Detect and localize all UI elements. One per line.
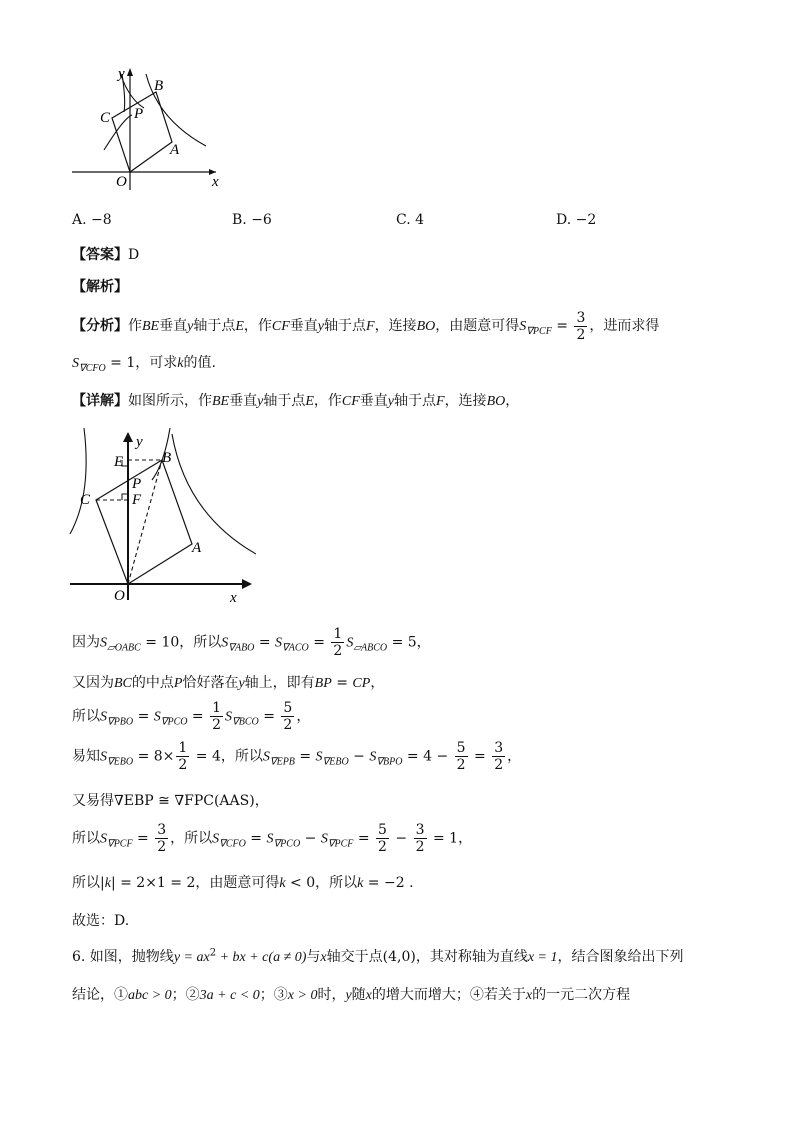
fenxi-f: F [366, 319, 375, 334]
xiangjie-cf: CF [341, 394, 360, 409]
l6-b: = [132, 830, 154, 847]
l3-s3-sub: ∇BCO [232, 716, 259, 728]
l4-c: = 4，所以 [191, 748, 263, 765]
l3-c: = [187, 708, 209, 725]
fenxi-t9: ，进而求得 [589, 318, 660, 334]
l6-s2: S [212, 831, 220, 847]
l6-n2: 5 [378, 822, 387, 838]
figure-2 [66, 424, 256, 606]
l4-e: − [348, 748, 370, 765]
q6-line2a: 结论， [72, 987, 114, 1003]
l6-frac-3 [414, 822, 427, 855]
q6-s2: ； [259, 987, 274, 1003]
l4-a: 易知 [72, 748, 100, 765]
xiangjie-t4: ，作 [313, 393, 342, 409]
l2-f: ， [370, 675, 385, 691]
fig1-label-x: x [212, 174, 219, 190]
fenxi-t6: 轴于点 [324, 318, 366, 334]
fig1-label-o: O [116, 174, 127, 190]
l1-c: = [254, 634, 276, 651]
q6-y: y [173, 950, 181, 965]
l4-s3: S [315, 749, 323, 765]
xiangjie-y2: y [387, 394, 394, 409]
l6-frac-1 [155, 822, 168, 855]
l3-d2: 2 [283, 717, 293, 733]
l2-a: 又因为 [72, 675, 114, 691]
fig2-label-e: E [114, 454, 124, 470]
l6-s2-sub: ∇CFO [219, 838, 246, 850]
l1-s1-sub: ▱OABC [107, 642, 141, 654]
l2-p: P [173, 676, 183, 691]
l7-d: = −2 . [363, 875, 414, 891]
fenxi-bo: BO [416, 319, 436, 334]
l4-g: = [469, 748, 491, 765]
fenxi-cf: CF [271, 319, 290, 334]
l2-cp: CP [352, 676, 371, 691]
l7-c: < 0，所以 [285, 875, 358, 891]
q6-c3x: x [365, 988, 372, 1003]
l7-k2: k [279, 876, 286, 891]
fenxi-t8: ，由题意可得 [435, 318, 520, 334]
fenxi-s1-sub: ∇PCF [526, 325, 552, 337]
l4-n1: 1 [178, 740, 188, 756]
l6-f: = [353, 830, 375, 847]
analysis-tag: 【解析】 [72, 279, 128, 295]
fenxi-t10: 的值. [183, 355, 216, 371]
l1-a: 因为 [72, 634, 100, 651]
l2-y: y [238, 676, 245, 691]
l3-e: ， [296, 708, 311, 725]
l6-n3: 3 [415, 822, 425, 838]
answer-line [72, 244, 139, 264]
l6-h: = 1， [428, 830, 473, 847]
fenxi-t1: 作 [128, 318, 142, 334]
q6-line-1 [72, 946, 684, 966]
l1-frac [331, 626, 344, 659]
l6-e: − [300, 830, 321, 847]
l2-bc: BC [114, 676, 132, 691]
l3-frac-2 [281, 700, 294, 733]
xiangjie-e: E [305, 394, 314, 409]
l1-s4: S [346, 635, 354, 651]
l1-s4-sub: ▱ABCO [353, 642, 388, 654]
q6-pt: (4,0) [382, 949, 416, 965]
fenxi-line-1 [72, 308, 659, 350]
l4-s2-sub: ∇EPB [269, 756, 295, 768]
fig2-label-f: F [132, 492, 142, 508]
fenxi-e: E [235, 319, 244, 334]
q6-num: 6. 如图，抛物线 [72, 949, 174, 965]
q6-eq2: + bx + c [216, 950, 269, 965]
q6-c4t: 若关于 [483, 987, 526, 1003]
l1-s2: S [221, 635, 229, 651]
l6-g: − [390, 830, 412, 847]
fenxi-t7: ，连接 [374, 318, 417, 334]
l4-frac-1 [176, 740, 189, 773]
l3-n1: 1 [212, 700, 222, 716]
l7-a: 所以| [72, 875, 105, 891]
l4-d: = [294, 748, 316, 765]
fenxi-t2: 垂直 [159, 318, 188, 334]
l4-s4-sub: ∇BPO [376, 756, 403, 768]
xiangjie-be: BE [212, 394, 230, 409]
l6-s3: S [266, 831, 274, 847]
q6-c4x: x [525, 988, 533, 1003]
q6-sup2: 2 [209, 947, 217, 959]
solution-line-6 [72, 822, 472, 855]
choice-c: C. 4 [396, 212, 425, 228]
xiangjie-bo: BO [486, 394, 506, 409]
l3-a: 所以 [72, 708, 100, 725]
l6-s1-sub: ∇PCF [107, 838, 133, 850]
fenxi-eq1: = [551, 318, 573, 334]
xiangjie-f: F [436, 394, 445, 409]
l4-h: ， [507, 748, 522, 765]
l7-k3: k [357, 876, 364, 891]
answer-value: D [128, 247, 140, 263]
fig1-label-a: A [170, 142, 180, 158]
l4-d3: 2 [494, 757, 504, 773]
q6-s1: ； [171, 987, 186, 1003]
fenxi-t3: 轴于点 [193, 318, 236, 334]
l5-b: ∇EBP ≅ ∇FPC(AAS)， [114, 793, 269, 809]
l6-s4: S [320, 831, 328, 847]
choice-a: A. −8 [72, 212, 112, 228]
q6-a3: 轴交于点 [326, 949, 383, 965]
l6-d1: 2 [157, 839, 167, 855]
xiangjie-t8: ， [505, 393, 520, 409]
l7-b: | = 2×1 = 2，由题意可得 [110, 875, 280, 891]
l4-d2: 2 [456, 757, 466, 773]
l3-frac-1 [210, 700, 223, 733]
q6-c1t: abc > 0 [128, 988, 172, 1003]
l1-e: = 5， [387, 634, 431, 651]
fig1-label-y: y [118, 66, 125, 82]
fenxi-s2: S [72, 356, 79, 371]
l3-s2-sub: ∇PCO [160, 716, 188, 728]
fig2-label-p: P [132, 476, 142, 492]
solution-line-5 [72, 790, 269, 810]
l4-n2: 5 [456, 740, 466, 756]
l6-frac-2 [376, 822, 389, 855]
fenxi-line-2 [72, 352, 216, 374]
fenxi-eq2: = 1，可求 [105, 355, 178, 371]
fenxi-frac-1 [574, 310, 587, 343]
figure-1 [66, 60, 236, 195]
fenxi-k: k [177, 356, 184, 371]
l1-b: = 10，所以 [140, 634, 222, 651]
q6-c3b: 时， [317, 987, 346, 1003]
l4-d1: 2 [178, 757, 188, 773]
fenxi-tag: 【分析】 [72, 318, 128, 334]
fig1-label-c: C [100, 110, 111, 126]
q6-a2: 与 [306, 949, 321, 965]
l3-d1: 2 [212, 717, 222, 733]
l6-c: ，所以 [170, 830, 213, 847]
xiangjie-line [72, 390, 519, 410]
fig2-label-a: A [192, 540, 202, 556]
q6-c3t: x > 0 [287, 988, 318, 1003]
fenxi-s1: S [519, 319, 527, 334]
q6-c3c: 随 [351, 987, 366, 1003]
l4-s3-sub: ∇EBO [322, 756, 349, 768]
l3-b: = [133, 708, 154, 725]
xiangjie-t5: 垂直 [359, 393, 388, 409]
l1-den: 2 [333, 643, 343, 659]
l4-s4: S [369, 749, 377, 765]
l3-s1-sub: ∇PBO [107, 716, 134, 728]
xiangjie-t6: 轴于点 [394, 393, 436, 409]
q6-line-2 [72, 984, 630, 1004]
l3-s2: S [153, 709, 161, 725]
l3-d: = [258, 708, 280, 725]
l1-d: = [308, 634, 330, 651]
fenxi-d1: 2 [576, 326, 586, 343]
q6-c2t: 3a + c < 0 [199, 988, 260, 1003]
q6-c4: ④ [469, 987, 484, 1003]
l1-s3-sub: ∇ACO [282, 642, 309, 654]
choice-b: B. −6 [232, 212, 272, 228]
xiangjie-t3: 轴于点 [263, 393, 306, 409]
xiangjie-t2: 垂直 [229, 393, 258, 409]
q6-cond: (a ≠ 0) [268, 950, 307, 965]
q6-c3: ③ [273, 987, 288, 1003]
fenxi-be: BE [142, 319, 160, 334]
l2-e: = [331, 675, 353, 691]
l1-s3: S [275, 635, 283, 651]
l2-c: 恰好落在 [182, 675, 239, 691]
fig1-label-b: B [154, 78, 164, 94]
l6-s3-sub: ∇PCO [273, 838, 301, 850]
solution-line-8: 故选：D. [72, 913, 130, 929]
fenxi-s2-sub: ∇CFO [79, 362, 106, 374]
l2-bp: BP [314, 676, 332, 691]
l3-n2: 5 [283, 700, 293, 716]
solution-line-7 [72, 872, 414, 892]
q6-c3y: y [345, 988, 352, 1003]
l5-a: 又易得 [72, 793, 114, 809]
l1-n: 1 [333, 626, 343, 642]
fig2-label-y: y [136, 434, 143, 450]
l6-s1: S [100, 831, 107, 847]
q6-a5: ，结合图象给出下列 [557, 949, 684, 965]
l3-s1: S [100, 709, 107, 725]
q6-c1: ① [114, 987, 128, 1003]
fenxi-n1: 3 [576, 309, 586, 326]
fenxi-y1: y [187, 319, 194, 334]
l4-s1: S [100, 749, 107, 765]
q6-c4b: 的一元二次方程 [532, 987, 631, 1003]
l6-d2: 2 [378, 839, 387, 855]
l6-d: = [245, 830, 267, 847]
q6-a4: ，其对称轴为直线 [415, 949, 528, 965]
q6-c3d: 的增大而增大； [371, 987, 470, 1003]
answer-tag: 【答案】 [72, 247, 128, 263]
fenxi-t4: ，作 [243, 318, 272, 334]
l1-s1: S [100, 635, 107, 651]
l4-s1-sub: ∇EBO [107, 756, 134, 768]
solution-line-2 [72, 672, 384, 692]
fig2-label-c: C [80, 492, 91, 508]
l4-frac-3 [492, 740, 505, 773]
q6-x1: x [320, 950, 327, 965]
l3-s3: S [225, 709, 233, 725]
solution-line-4 [72, 740, 521, 773]
l4-s2: S [262, 749, 270, 765]
l4-frac-2 [455, 740, 468, 773]
l2-d: 轴上，即有 [244, 675, 315, 691]
l1-s2-sub: ∇ABO [228, 642, 255, 654]
choice-d: D. −2 [556, 212, 597, 228]
l7-k1: k [104, 876, 111, 891]
l4-b: = 8× [133, 748, 175, 765]
xiangjie-y1: y [257, 394, 264, 409]
l6-s4-sub: ∇PCF [327, 838, 354, 850]
q6-eq: = ax [180, 950, 210, 965]
fenxi-y2: y [317, 319, 324, 334]
fenxi-t5: 垂直 [289, 318, 318, 334]
l2-b: 的中点 [131, 675, 174, 691]
l6-a: 所以 [72, 830, 100, 847]
fig2-label-b: B [162, 450, 172, 466]
xiangjie-text: 如图所示，作 [128, 393, 212, 409]
xiangjie-tag: 【详解】 [72, 393, 128, 409]
fig1-label-p: P [134, 106, 144, 122]
l6-d3: 2 [415, 839, 425, 855]
q6-sym: x = 1 [527, 950, 558, 965]
solution-line-3 [72, 700, 310, 733]
fig2-label-o: O [114, 588, 125, 604]
l6-n1: 3 [157, 822, 167, 838]
l4-n3: 3 [494, 740, 504, 756]
xiangjie-t7: ，连接 [444, 393, 487, 409]
solution-line-1 [72, 626, 431, 659]
l4-f: = 4 − [402, 748, 453, 765]
fig2-label-x: x [230, 590, 237, 606]
q6-c2: ② [185, 987, 200, 1003]
